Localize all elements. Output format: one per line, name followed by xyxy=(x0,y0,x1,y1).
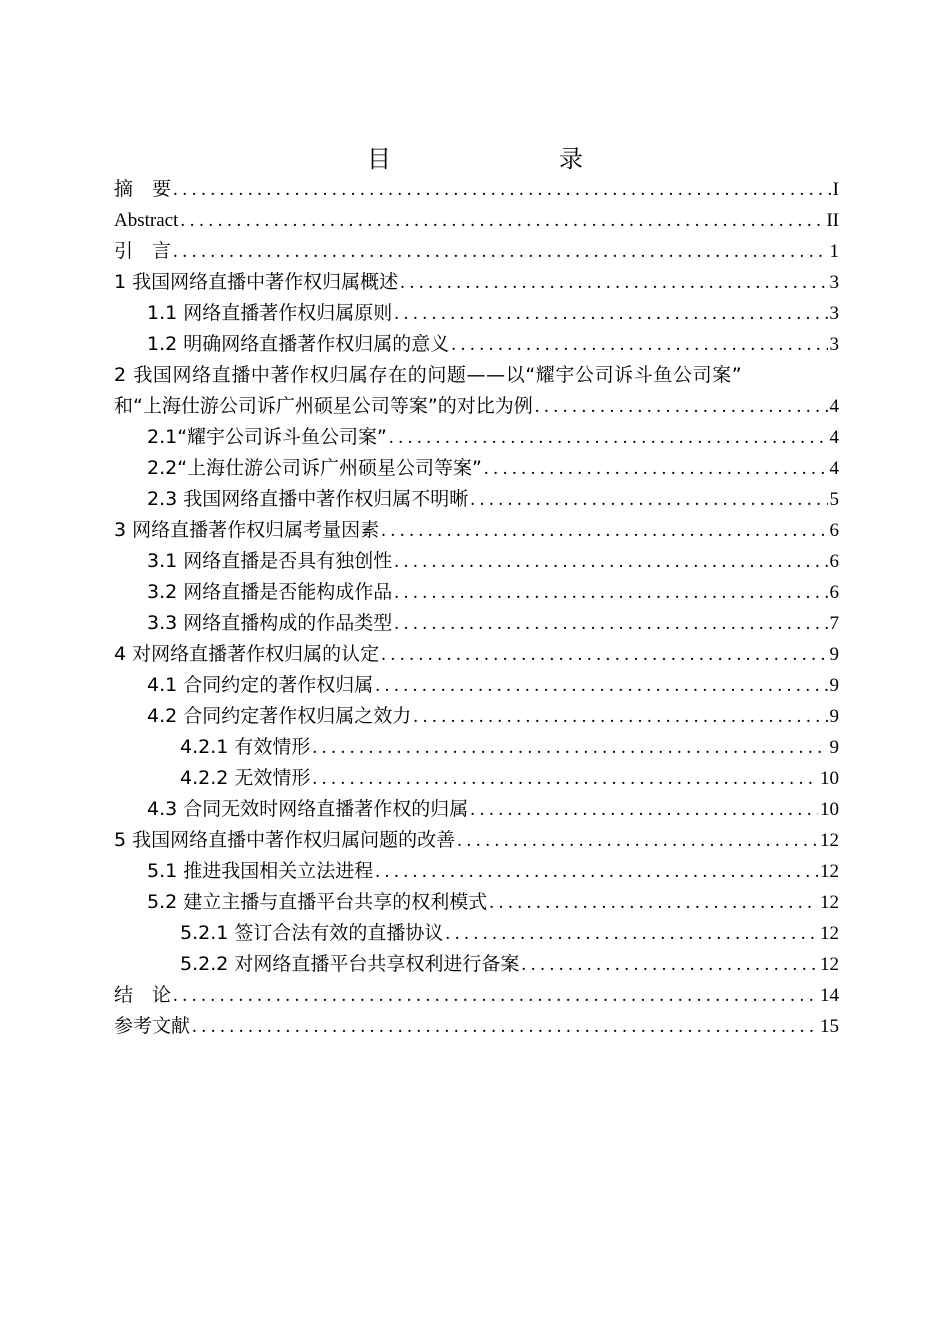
toc-entry-label: 4 对网络直播著作权归属的认定 xyxy=(114,643,380,665)
toc-entry-label: 4.2 合同约定著作权归属之效力 xyxy=(147,705,412,727)
toc-entry-page: 9 xyxy=(829,737,839,758)
toc-entry-page: 1 xyxy=(829,241,839,262)
toc-entry-label: 4.1 合同约定的著作权归属 xyxy=(147,674,374,696)
toc-entry-conclusion[interactable] xyxy=(114,980,839,1011)
toc-entry-label: 3 网络直播著作权归属考量因素 xyxy=(114,519,380,541)
toc-entry-chapter-4[interactable] xyxy=(114,639,839,670)
toc-entry-page: 7 xyxy=(829,613,839,634)
toc-entry-2-3[interactable] xyxy=(114,484,839,515)
toc-entry-1-2[interactable] xyxy=(114,329,839,360)
toc-entry-5-2[interactable] xyxy=(114,887,839,918)
toc-entry-page: 4 xyxy=(829,458,839,479)
toc-leader-dots xyxy=(484,453,828,484)
toc-leader-dots xyxy=(451,329,827,360)
toc-leader-dots xyxy=(521,949,818,980)
toc-entry-5-2-2[interactable] xyxy=(114,949,839,980)
toc-leader-dots xyxy=(394,546,827,577)
toc-entry-label: 4.2.1 有效情形 xyxy=(180,736,311,758)
toc-entry-page: 6 xyxy=(829,582,839,603)
table-of-contents xyxy=(114,174,839,1042)
toc-entry-page: I xyxy=(832,179,839,200)
toc-entry-page: 3 xyxy=(829,334,839,355)
toc-entry-page: II xyxy=(826,210,839,231)
toc-entry-label: 摘 要 xyxy=(114,178,172,200)
toc-leader-dots xyxy=(173,236,827,267)
toc-leader-dots xyxy=(192,1011,818,1042)
toc-entry-page: 6 xyxy=(829,551,839,572)
toc-leader-dots xyxy=(381,515,827,546)
toc-entry-page: 9 xyxy=(829,675,839,696)
toc-entry-label: 5.1 推进我国相关立法进程 xyxy=(147,860,374,882)
toc-entry-4-2-2[interactable] xyxy=(114,763,839,794)
toc-entry-label: 4.2.2 无效情形 xyxy=(180,767,311,789)
toc-entry-chapter-5[interactable] xyxy=(114,825,839,856)
toc-entry-3-1[interactable] xyxy=(114,546,839,577)
toc-leader-dots xyxy=(375,670,827,701)
toc-entry-chapter-3[interactable] xyxy=(114,515,839,546)
toc-leader-dots xyxy=(470,484,827,515)
toc-entry-page: 9 xyxy=(829,644,839,665)
toc-leader-dots xyxy=(180,205,824,236)
toc-entry-label: 5.2 建立主播与直播平台共享的权利模式 xyxy=(147,891,488,913)
toc-leader-dots xyxy=(381,639,827,670)
toc-entry-page: 10 xyxy=(820,799,839,820)
toc-entry-label: 1.2 明确网络直播著作权归属的意义 xyxy=(147,333,450,355)
toc-entry-label: 引 言 xyxy=(114,240,172,262)
toc-entry-label: 2.2“上海仕游公司诉广州硕星公司等案” xyxy=(147,457,482,479)
toc-entry-label: 5.2.2 对网络直播平台共享权利进行备案 xyxy=(180,953,520,975)
toc-entry-chapter-2-line-2[interactable] xyxy=(114,391,839,422)
toc-entry-page: 6 xyxy=(829,520,839,541)
toc-entry-page: 12 xyxy=(820,830,839,851)
toc-leader-dots xyxy=(470,794,818,825)
toc-leader-dots xyxy=(413,701,827,732)
toc-entry-label: 5.2.1 签订合法有效的直播协议 xyxy=(180,922,444,944)
toc-entry-introduction[interactable] xyxy=(114,236,839,267)
toc-entry-label: 5 我国网络直播中著作权归属问题的改善 xyxy=(114,829,456,851)
toc-entry-label: 2 我国网络直播中著作权归属存在的问题——以“耀宇公司诉斗鱼公司案” xyxy=(114,364,743,386)
toc-entry-page: 3 xyxy=(829,272,839,293)
toc-entry-label: 参考文献 xyxy=(114,1015,191,1037)
toc-leader-dots xyxy=(445,918,818,949)
toc-entry-label: 3.3 网络直播构成的作品类型 xyxy=(147,612,393,634)
toc-leader-dots xyxy=(312,732,827,763)
toc-entry-label: 2.3 我国网络直播中著作权归属不明晰 xyxy=(147,488,469,510)
toc-leader-dots xyxy=(457,825,818,856)
toc-leader-dots xyxy=(400,267,827,298)
toc-leader-dots xyxy=(375,856,818,887)
toc-entry-3-3[interactable] xyxy=(114,608,839,639)
toc-entry-page: 5 xyxy=(829,489,839,510)
toc-entry-5-2-1[interactable] xyxy=(114,918,839,949)
toc-leader-dots xyxy=(389,422,828,453)
toc-entry-label: 1.1 网络直播著作权归属原则 xyxy=(147,302,393,324)
toc-entry-4-3[interactable] xyxy=(114,794,839,825)
toc-leader-dots xyxy=(535,391,828,422)
toc-leader-dots xyxy=(489,887,818,918)
toc-leader-dots xyxy=(173,980,818,1011)
toc-entry-3-2[interactable] xyxy=(114,577,839,608)
toc-entry-page: 4 xyxy=(829,396,839,417)
toc-entry-page: 12 xyxy=(820,954,839,975)
toc-entry-2-1[interactable] xyxy=(114,422,839,453)
toc-entry-1-1[interactable] xyxy=(114,298,839,329)
toc-entry-page: 3 xyxy=(829,303,839,324)
toc-entry-page: 12 xyxy=(820,892,839,913)
toc-entry-label: 结 论 xyxy=(114,984,172,1006)
toc-entry-4-1[interactable] xyxy=(114,670,839,701)
toc-entry-references[interactable] xyxy=(114,1011,839,1042)
toc-leader-dots xyxy=(394,298,827,329)
toc-entry-page: 14 xyxy=(820,985,839,1006)
toc-entry-page: 9 xyxy=(829,706,839,727)
toc-leader-dots xyxy=(394,608,827,639)
toc-entry-chapter-1[interactable] xyxy=(114,267,839,298)
toc-leader-dots xyxy=(394,577,827,608)
toc-entry-label: 4.3 合同无效时网络直播著作权的归属 xyxy=(147,798,469,820)
toc-entry-page: 12 xyxy=(820,861,839,882)
toc-entry-4-2[interactable] xyxy=(114,701,839,732)
toc-entry-page: 10 xyxy=(820,768,839,789)
toc-entry-label: 3.1 网络直播是否具有独创性 xyxy=(147,550,393,572)
toc-entry-page: 4 xyxy=(829,427,839,448)
toc-entry-label: Abstract xyxy=(114,210,179,231)
toc-entry-chapter-2-line-1[interactable] xyxy=(114,360,839,391)
toc-entry-abstract-cn[interactable] xyxy=(114,174,839,205)
toc-entry-abstract-en[interactable] xyxy=(114,205,839,236)
page-title: 目 录 xyxy=(367,145,623,173)
toc-entry-page: 15 xyxy=(820,1016,839,1037)
toc-entry-label: 和“上海仕游公司诉广州硕星公司等案”的对比为例 xyxy=(114,395,533,417)
toc-leader-dots xyxy=(312,763,818,794)
toc-leader-dots xyxy=(173,174,831,205)
toc-entry-label: 3.2 网络直播是否能构成作品 xyxy=(147,581,393,603)
toc-entry-2-2[interactable] xyxy=(114,453,839,484)
toc-entry-5-1[interactable] xyxy=(114,856,839,887)
toc-entry-label: 2.1“耀宇公司诉斗鱼公司案” xyxy=(147,426,387,448)
toc-entry-page: 12 xyxy=(820,923,839,944)
toc-entry-4-2-1[interactable] xyxy=(114,732,839,763)
toc-entry-label: 1 我国网络直播中著作权归属概述 xyxy=(114,271,399,293)
